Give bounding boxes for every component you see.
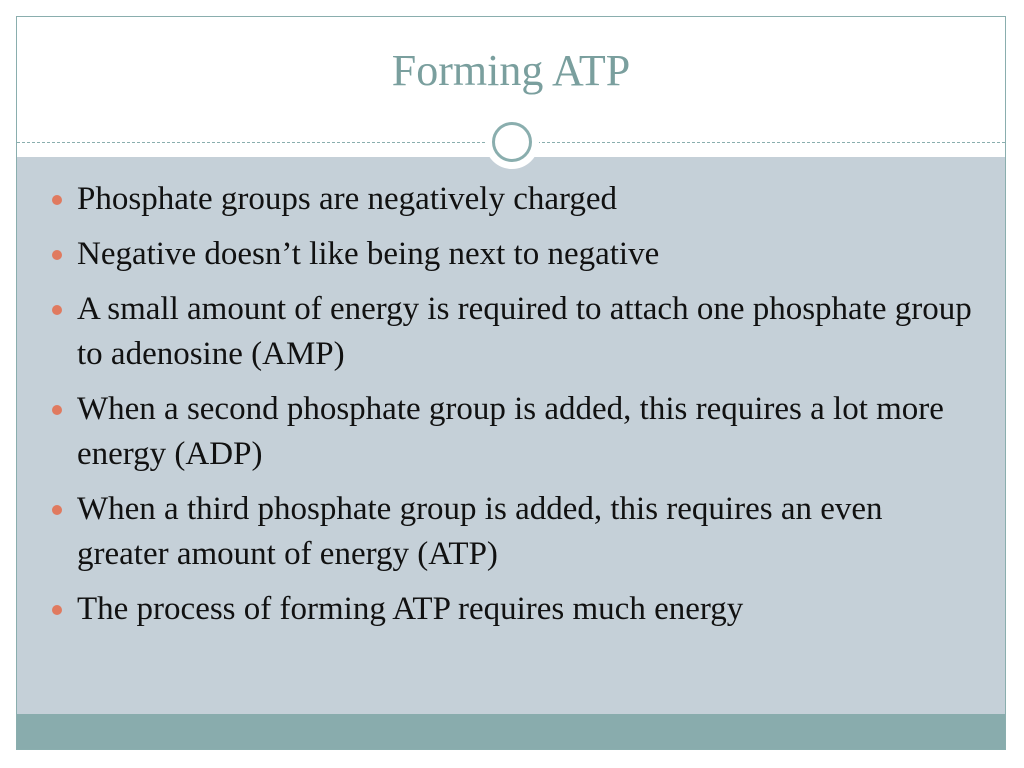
bullet-item [47, 587, 977, 632]
bullet-dot-icon [52, 250, 62, 260]
bullet-item [47, 287, 977, 377]
bullet-dot-icon [52, 305, 62, 315]
bullet-dot-icon [52, 405, 62, 415]
bullet-text: Negative doesn’t like being next to negative [77, 236, 660, 272]
slide-title: Forming ATP [391, 46, 631, 95]
ring-icon [492, 122, 532, 162]
bullet-item [47, 232, 977, 277]
bullet-text: Phosphate groups are negatively charged [77, 181, 618, 217]
bullet-dot-icon [52, 505, 62, 515]
slide-frame [16, 16, 1006, 750]
bullet-item [47, 387, 977, 477]
bullet-dot-icon [52, 605, 62, 615]
bullet-item [47, 487, 977, 577]
bullet-text: When a second phosphate group is added, this requires a lot more energy (ADP) [77, 391, 944, 472]
bullet-dot-icon [52, 195, 62, 205]
bullet-text: A small amount of energy is required to attach one phosphate group to adenosine (AMP) [77, 291, 972, 372]
bullet-text: When a third phosphate group is added, this requires an even greater amount of energy (ATP) [77, 491, 883, 572]
bullet-item [47, 177, 977, 222]
footer-band [17, 714, 1005, 749]
circle-ornament-icon [485, 115, 539, 169]
bullet-list [47, 177, 977, 642]
bullet-text: The process of forming ATP requires much energy [77, 591, 744, 627]
